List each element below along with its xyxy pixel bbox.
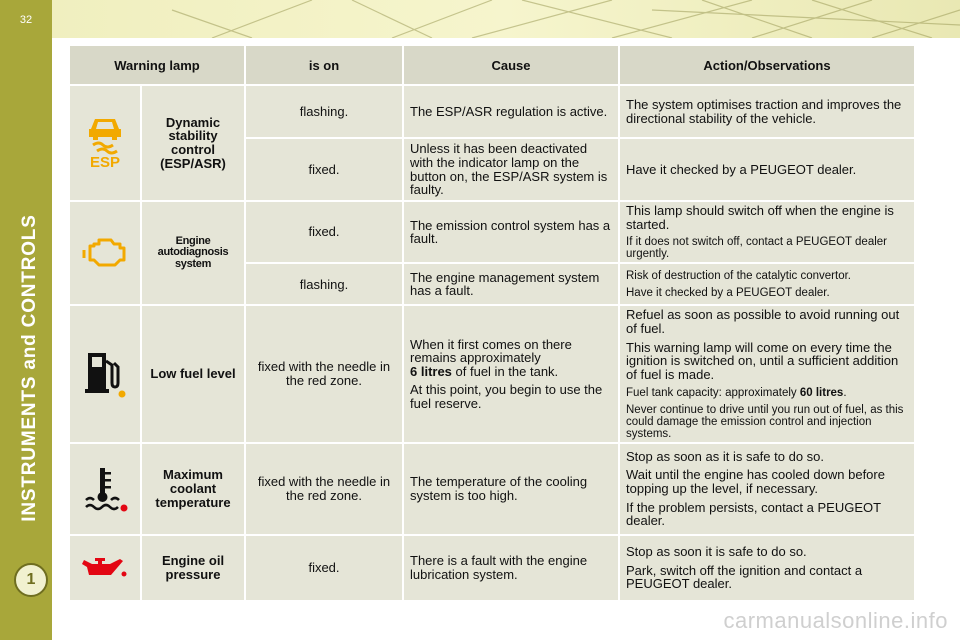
action-text: This lamp should switch off when the engine is started. bbox=[626, 203, 894, 232]
action-cell bbox=[620, 139, 914, 202]
cause-text bbox=[410, 338, 612, 379]
sidebar bbox=[0, 0, 52, 640]
header-warning-lamp: Warning lamp bbox=[70, 46, 246, 86]
action-text: Refuel as soon as possible to avoid running out of fuel. bbox=[626, 307, 900, 337]
action-cell bbox=[620, 306, 914, 443]
is-on-cell: fixed. bbox=[246, 536, 404, 602]
action-cell bbox=[620, 536, 914, 602]
lamp-name: Engine oil pressure bbox=[142, 536, 246, 602]
chapter-number-badge: 1 bbox=[14, 563, 48, 597]
svg-text:ESP: ESP bbox=[89, 153, 121, 169]
is-on-cell: fixed with the needle in the red zone. bbox=[246, 444, 404, 536]
is-on-cell: flashing. bbox=[246, 86, 404, 139]
action-text: Stop as soon as it is safe to do so. bbox=[626, 448, 825, 464]
action-text: Wait until the engine has cooled down before topping up the level, if necessary. bbox=[626, 467, 885, 497]
lamp-name: Dynamic stability control (ESP/ASR) bbox=[142, 86, 246, 202]
engine-icon bbox=[82, 234, 128, 270]
action-text: This warning lamp will come on every time the ignition is switched on, until a sufficient addition of fuel is made. bbox=[626, 339, 899, 382]
oil-can-icon bbox=[80, 552, 130, 582]
lamp-icon-cell bbox=[70, 536, 142, 602]
cause-text-part: When it first comes on there remains approximately bbox=[410, 336, 572, 366]
is-on-cell: fixed with the needle in the red zone. bbox=[246, 306, 404, 443]
cause-cell: The temperature of the cooling system is too high. bbox=[404, 444, 620, 536]
esp-icon bbox=[83, 115, 127, 169]
action-cell bbox=[620, 264, 914, 306]
action-text: Never continue to drive until you run out of fuel, as this could damage the emission control and injection systems. bbox=[626, 403, 904, 440]
table-row bbox=[70, 444, 914, 536]
action-text: If it does not switch off, contact a PEUGEOT dealer urgently. bbox=[626, 236, 888, 261]
cause-cell: There is a fault with the engine lubrication system. bbox=[404, 536, 620, 602]
action-text: The system optimises traction and improves the directional stability of the vehicle. bbox=[626, 96, 902, 126]
lamp-icon-cell bbox=[70, 306, 142, 443]
lamp-icon-cell bbox=[70, 444, 142, 536]
action-cell bbox=[620, 444, 914, 536]
lamp-name: Low fuel level bbox=[142, 306, 246, 443]
action-text bbox=[626, 387, 908, 399]
header-is-on: is on bbox=[246, 46, 404, 86]
cause-cell: The engine management system has a fault. bbox=[404, 264, 620, 306]
header-banner bbox=[52, 0, 960, 38]
watermark: carmanualsonline.info bbox=[723, 608, 948, 633]
is-on-cell: flashing. bbox=[246, 264, 404, 306]
table-row bbox=[70, 86, 914, 139]
header-cause: Cause bbox=[404, 46, 620, 86]
table-row bbox=[70, 202, 914, 264]
is-on-cell: fixed. bbox=[246, 139, 404, 202]
action-text-part: . bbox=[843, 386, 847, 399]
action-bold-value: 60 litres bbox=[799, 386, 844, 399]
action-text: Park, switch off the ignition and contact a PEUGEOT dealer. bbox=[626, 562, 863, 592]
lamp-name: Engine autodiagnosis system bbox=[142, 202, 246, 306]
header-action: Action/Observations bbox=[620, 46, 914, 86]
action-text-part: Fuel tank capacity: approximately bbox=[626, 386, 800, 399]
action-cell bbox=[620, 86, 914, 139]
action-text: Have it checked by a PEUGEOT dealer. bbox=[626, 286, 830, 299]
fuel-pump-icon bbox=[82, 347, 128, 399]
cause-cell bbox=[404, 306, 620, 443]
action-cell bbox=[620, 202, 914, 264]
action-text: Have it checked by a PEUGEOT dealer. bbox=[626, 161, 857, 177]
lamp-icon-cell bbox=[70, 86, 142, 202]
chapter-title: INSTRUMENTS and CONTROLS bbox=[19, 214, 40, 522]
cause-text: At this point, you begin to use the fuel reserve. bbox=[410, 382, 603, 412]
table-header-row bbox=[70, 46, 914, 86]
action-text: Stop as soon it is safe to do so. bbox=[626, 543, 807, 559]
banner-pattern-icon bbox=[52, 0, 960, 38]
page-number: 32 bbox=[19, 14, 33, 26]
action-text: Risk of destruction of the catalytic convertor. bbox=[626, 269, 851, 282]
coolant-temperature-icon bbox=[82, 464, 128, 512]
lamp-name: Maximum coolant temperature bbox=[142, 444, 246, 536]
cause-bold-value: 6 litres bbox=[410, 363, 452, 379]
cause-cell: The emission control system has a fault. bbox=[404, 202, 620, 264]
warning-lamp-table bbox=[70, 46, 914, 602]
cause-text-part: of fuel in the tank. bbox=[451, 363, 559, 379]
table-row bbox=[70, 306, 914, 443]
table-row bbox=[70, 536, 914, 602]
cause-cell: Unless it has been deactivated with the indicator lamp on the button on, the ESP/ASR system is faulty. bbox=[404, 139, 620, 202]
is-on-cell: fixed. bbox=[246, 202, 404, 264]
cause-cell: The ESP/ASR regulation is active. bbox=[404, 86, 620, 139]
action-text: If the problem persists, contact a PEUGEOT dealer. bbox=[626, 499, 881, 529]
lamp-icon-cell bbox=[70, 202, 142, 306]
